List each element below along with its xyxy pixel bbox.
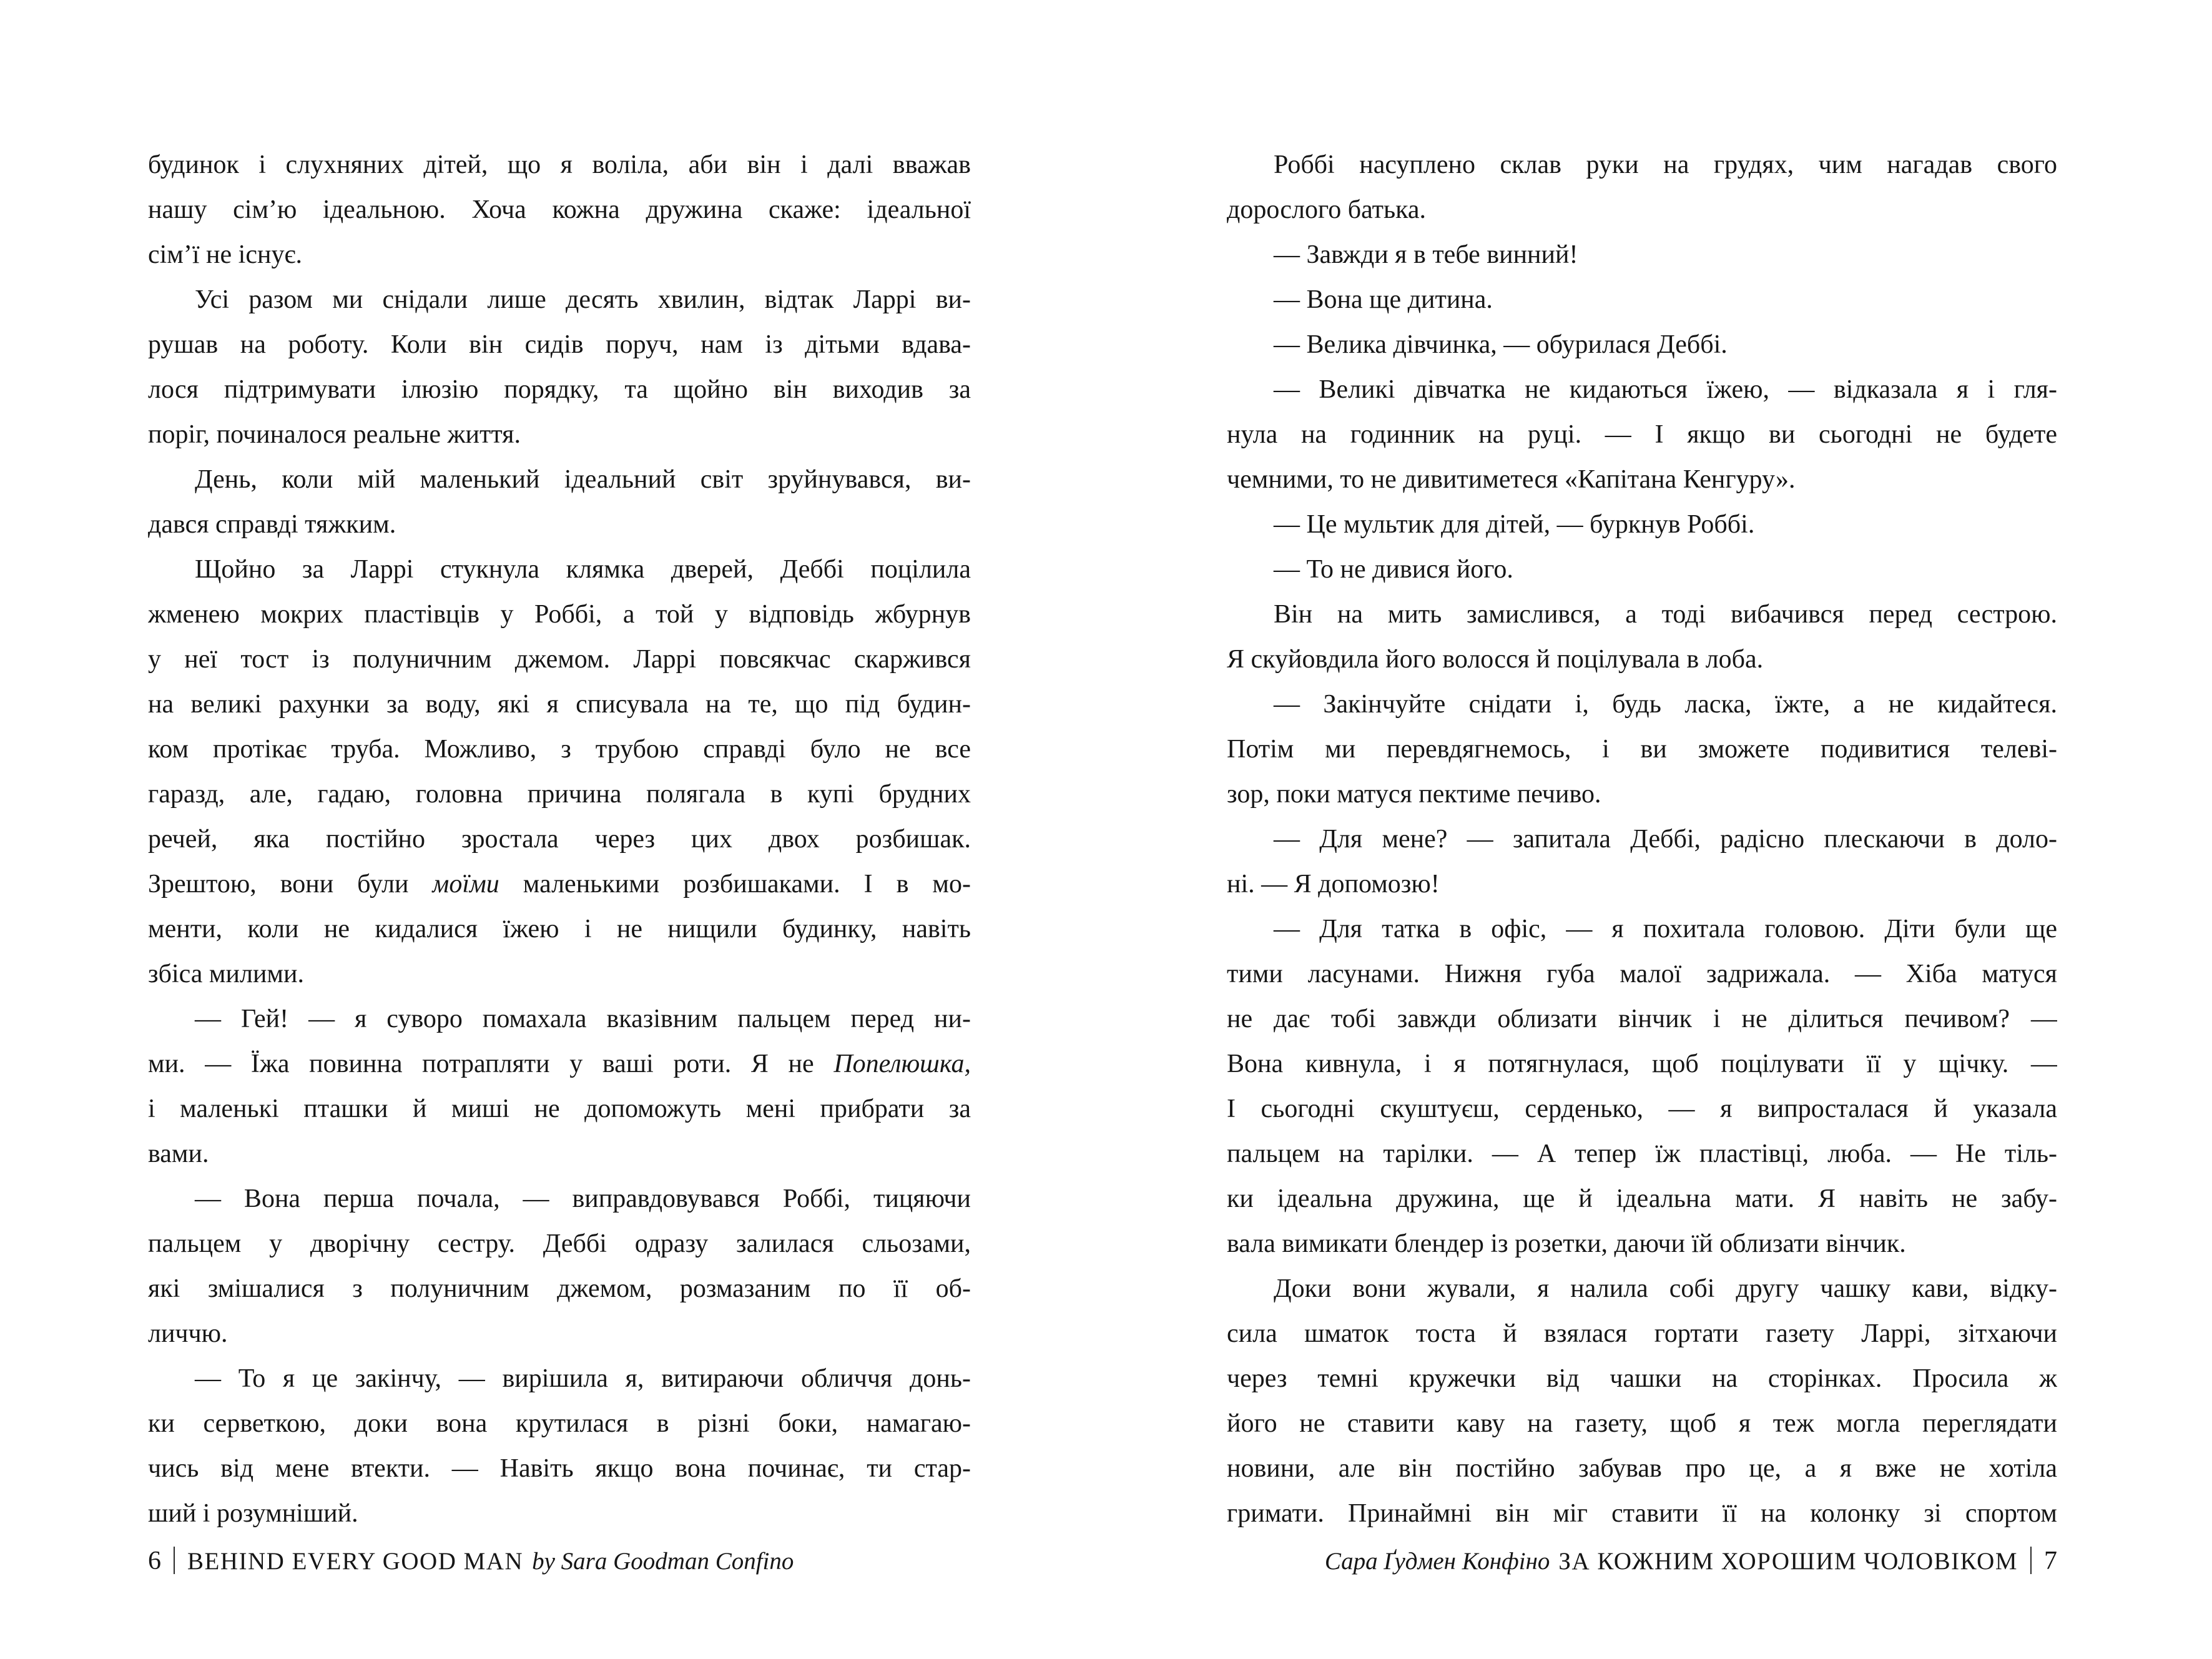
text-line: через темні кружечки від чашки на сторінках. Просила ж: [1227, 1364, 2057, 1393]
text-line: пальцем на тарілки. — А тепер їж пластівці, люба. — Не тіль-: [1227, 1140, 2057, 1168]
text-line: — Велика дівчинка, — обурилася Деббі.: [1274, 330, 1728, 359]
text-line: — Для мене? — запитала Деббі, радісно плескаючи в доло-: [1274, 825, 2057, 854]
text-line: Доки вони жували, я налила собі другу чашку кави, відку-: [1274, 1274, 2057, 1303]
text-line: нула на годинник на руці. — І якщо ви сьогодні не будете: [1227, 420, 2057, 449]
text-line: чись від мене втекти. — Навіть якщо вона починає, ти стар-: [148, 1454, 971, 1483]
text-line: ший і розумніший.: [148, 1499, 358, 1528]
right-page-text: [1227, 142, 2057, 1536]
text-line: сила шматок тоста й взялася гортати газету Ларрі, зітхаючи: [1227, 1319, 2057, 1348]
text-line: будинок і слухняних дітей, що я воліла, аби він і далі вважав: [148, 150, 971, 179]
text-line: Потім ми перевдягнемось, і ви зможете подивитися телеві-: [1227, 735, 2057, 764]
book-author-ukrainian: Сара Ґудмен Конфіно: [1324, 1548, 1550, 1575]
text-line: — Для татка в офіс, — я похитала головою. Діти були ще: [1274, 915, 2057, 943]
text-line: ки ідеальна дружина, ще й ідеальна мати. Я навіть не забу-: [1227, 1184, 2057, 1213]
text-line: менти, коли не кидалися їжею і не нищили будинку, навіть: [148, 915, 971, 943]
text-line: І сьогодні скуштуєш, серденько, — я випросталася й указала: [1227, 1095, 2057, 1123]
text-line: речей, яка постійно зростала через цих двох розбишак.: [148, 825, 971, 854]
text-line: День, коли мій маленький ідеальний світ зруйнувався, ви-: [195, 465, 971, 494]
text-line: його не ставити каву на газету, щоб я теж могла переглядати: [1227, 1409, 2057, 1438]
book-title-ukrainian: ЗА КОЖНИМ ХОРОШИМ ЧОЛОВІКОМ: [1558, 1548, 2018, 1575]
text-line: Щойно за Ларрі стукнула клямка дверей, Деббі поцілила: [195, 555, 971, 584]
text-line: ми. — Їжа повинна потрапляти у ваші роти. Я не Попелюшка,: [148, 1050, 971, 1078]
text-line: які змішалися з полуничним джемом, розмазаним по її об-: [148, 1274, 971, 1303]
text-line: гримати. Принаймні він міг ставити її на колонку зі спортом: [1227, 1499, 2057, 1528]
text-line: вами.: [148, 1140, 209, 1168]
text-line: Вона кивнула, і я потягнулася, щоб поцілувати її у щічку. —: [1227, 1050, 2057, 1078]
text-line: — Великі дівчатка не кидаються їжею, — відказала я і гля-: [1274, 375, 2057, 404]
text-line: жменею мокрих пластівців у Роббі, а той у відповідь жбурнув: [148, 600, 971, 629]
right-page-footer: [1325, 1538, 2057, 1583]
text-line: — Завжди я в тебе винний!: [1274, 240, 1578, 269]
text-line: тими ласунами. Нижня губа малої задрижала. — Хіба матуся: [1227, 960, 2057, 988]
left-page-number: 6: [148, 1547, 161, 1575]
text-line: на великі рахунки за воду, які я списувала на те, що під будин-: [148, 690, 971, 719]
text-line: — То не дивися його.: [1274, 555, 1513, 584]
text-line: ні. — Я допомозю!: [1227, 870, 1440, 898]
text-line: не дає тобі завжди облизати вінчик і не ділиться печивом? —: [1227, 1005, 2057, 1033]
text-line: — Вона перша почала, — виправдовувався Роббі, тицяючи: [195, 1184, 971, 1213]
text-line: збіса милими.: [148, 960, 304, 988]
text-line: Усі разом ми снідали лише десять хвилин, відтак Ларрі ви-: [195, 285, 971, 314]
footer-divider: [2030, 1547, 2032, 1574]
text-line: — Це мультик для дітей, — буркнув Роббі.: [1274, 510, 1755, 539]
left-page-footer: [148, 1538, 794, 1583]
text-line: рушав на роботу. Коли він сидів поруч, нам із дітьми вдава-: [148, 330, 971, 359]
text-line: Він на мить замислився, а тоді вибачився перед сестрою.: [1274, 600, 2057, 629]
text-line: нашу сім’ю ідеальною. Хоча кожна дружина скаже: ідеальної: [148, 195, 971, 224]
footer-divider: [174, 1547, 175, 1574]
text-line: гаразд, але, гадаю, головна причина полягала в купі брудних: [148, 780, 971, 809]
text-line: пальцем у дворічну сестру. Деббі одразу залилася сльозами,: [148, 1229, 971, 1258]
text-line: у неї тост із полуничним джемом. Ларрі повсякчас скаржився: [148, 645, 971, 674]
text-line: — То я це закінчу, — вирішила я, витираючи обличчя донь-: [195, 1364, 971, 1393]
text-line: вала вимикати блендер із розетки, даючи їй облизати вінчик.: [1227, 1229, 1906, 1258]
book-title-english: BEHIND EVERY GOOD MAN: [187, 1548, 524, 1575]
text-line: зор, поки матуся пектиме печиво.: [1227, 780, 1601, 809]
text-line: Роббі насуплено склав руки на грудях, чим нагадав свого: [1274, 150, 2057, 179]
text-line: — Вона ще дитина.: [1274, 285, 1493, 314]
left-page-text: [148, 142, 971, 1536]
text-line: сім’ї не існує.: [148, 240, 302, 269]
right-page-number: 7: [2044, 1547, 2057, 1575]
text-line: ки серветкою, доки вона крутилася в різні боки, намагаю-: [148, 1409, 971, 1438]
text-line: дорослого батька.: [1227, 195, 1427, 224]
text-line: новини, але він постійно забував про це, а я вже не хотіла: [1227, 1454, 2057, 1483]
book-author-english: by Sara Goodman Confino: [532, 1548, 794, 1575]
text-line: Я скуйовдила його волосся й поцілувала в лоба.: [1227, 645, 1764, 674]
text-line: поріг, починалося реальне життя.: [148, 420, 521, 449]
text-line: личчю.: [148, 1319, 228, 1348]
text-line: і маленькі пташки й миші не допоможуть мені прибрати за: [148, 1095, 971, 1123]
text-line: дався справді тяжким.: [148, 510, 396, 539]
text-line: — Гей! — я суворо помахала вказівним пальцем перед ни-: [195, 1005, 971, 1033]
text-line: ком протікає труба. Можливо, з трубою справді було не все: [148, 735, 971, 764]
text-line: Зрештою, вони були моїми маленькими розбишаками. І в мо-: [148, 870, 971, 898]
text-line: чемними, то не дивитиметеся «Капітана Кенгуру».: [1227, 465, 1796, 494]
text-line: лося підтримувати ілюзію порядку, та щойно він виходив за: [148, 375, 971, 404]
text-line: — Закінчуйте снідати і, будь ласка, їжте, а не кидайтеся.: [1274, 690, 2057, 719]
